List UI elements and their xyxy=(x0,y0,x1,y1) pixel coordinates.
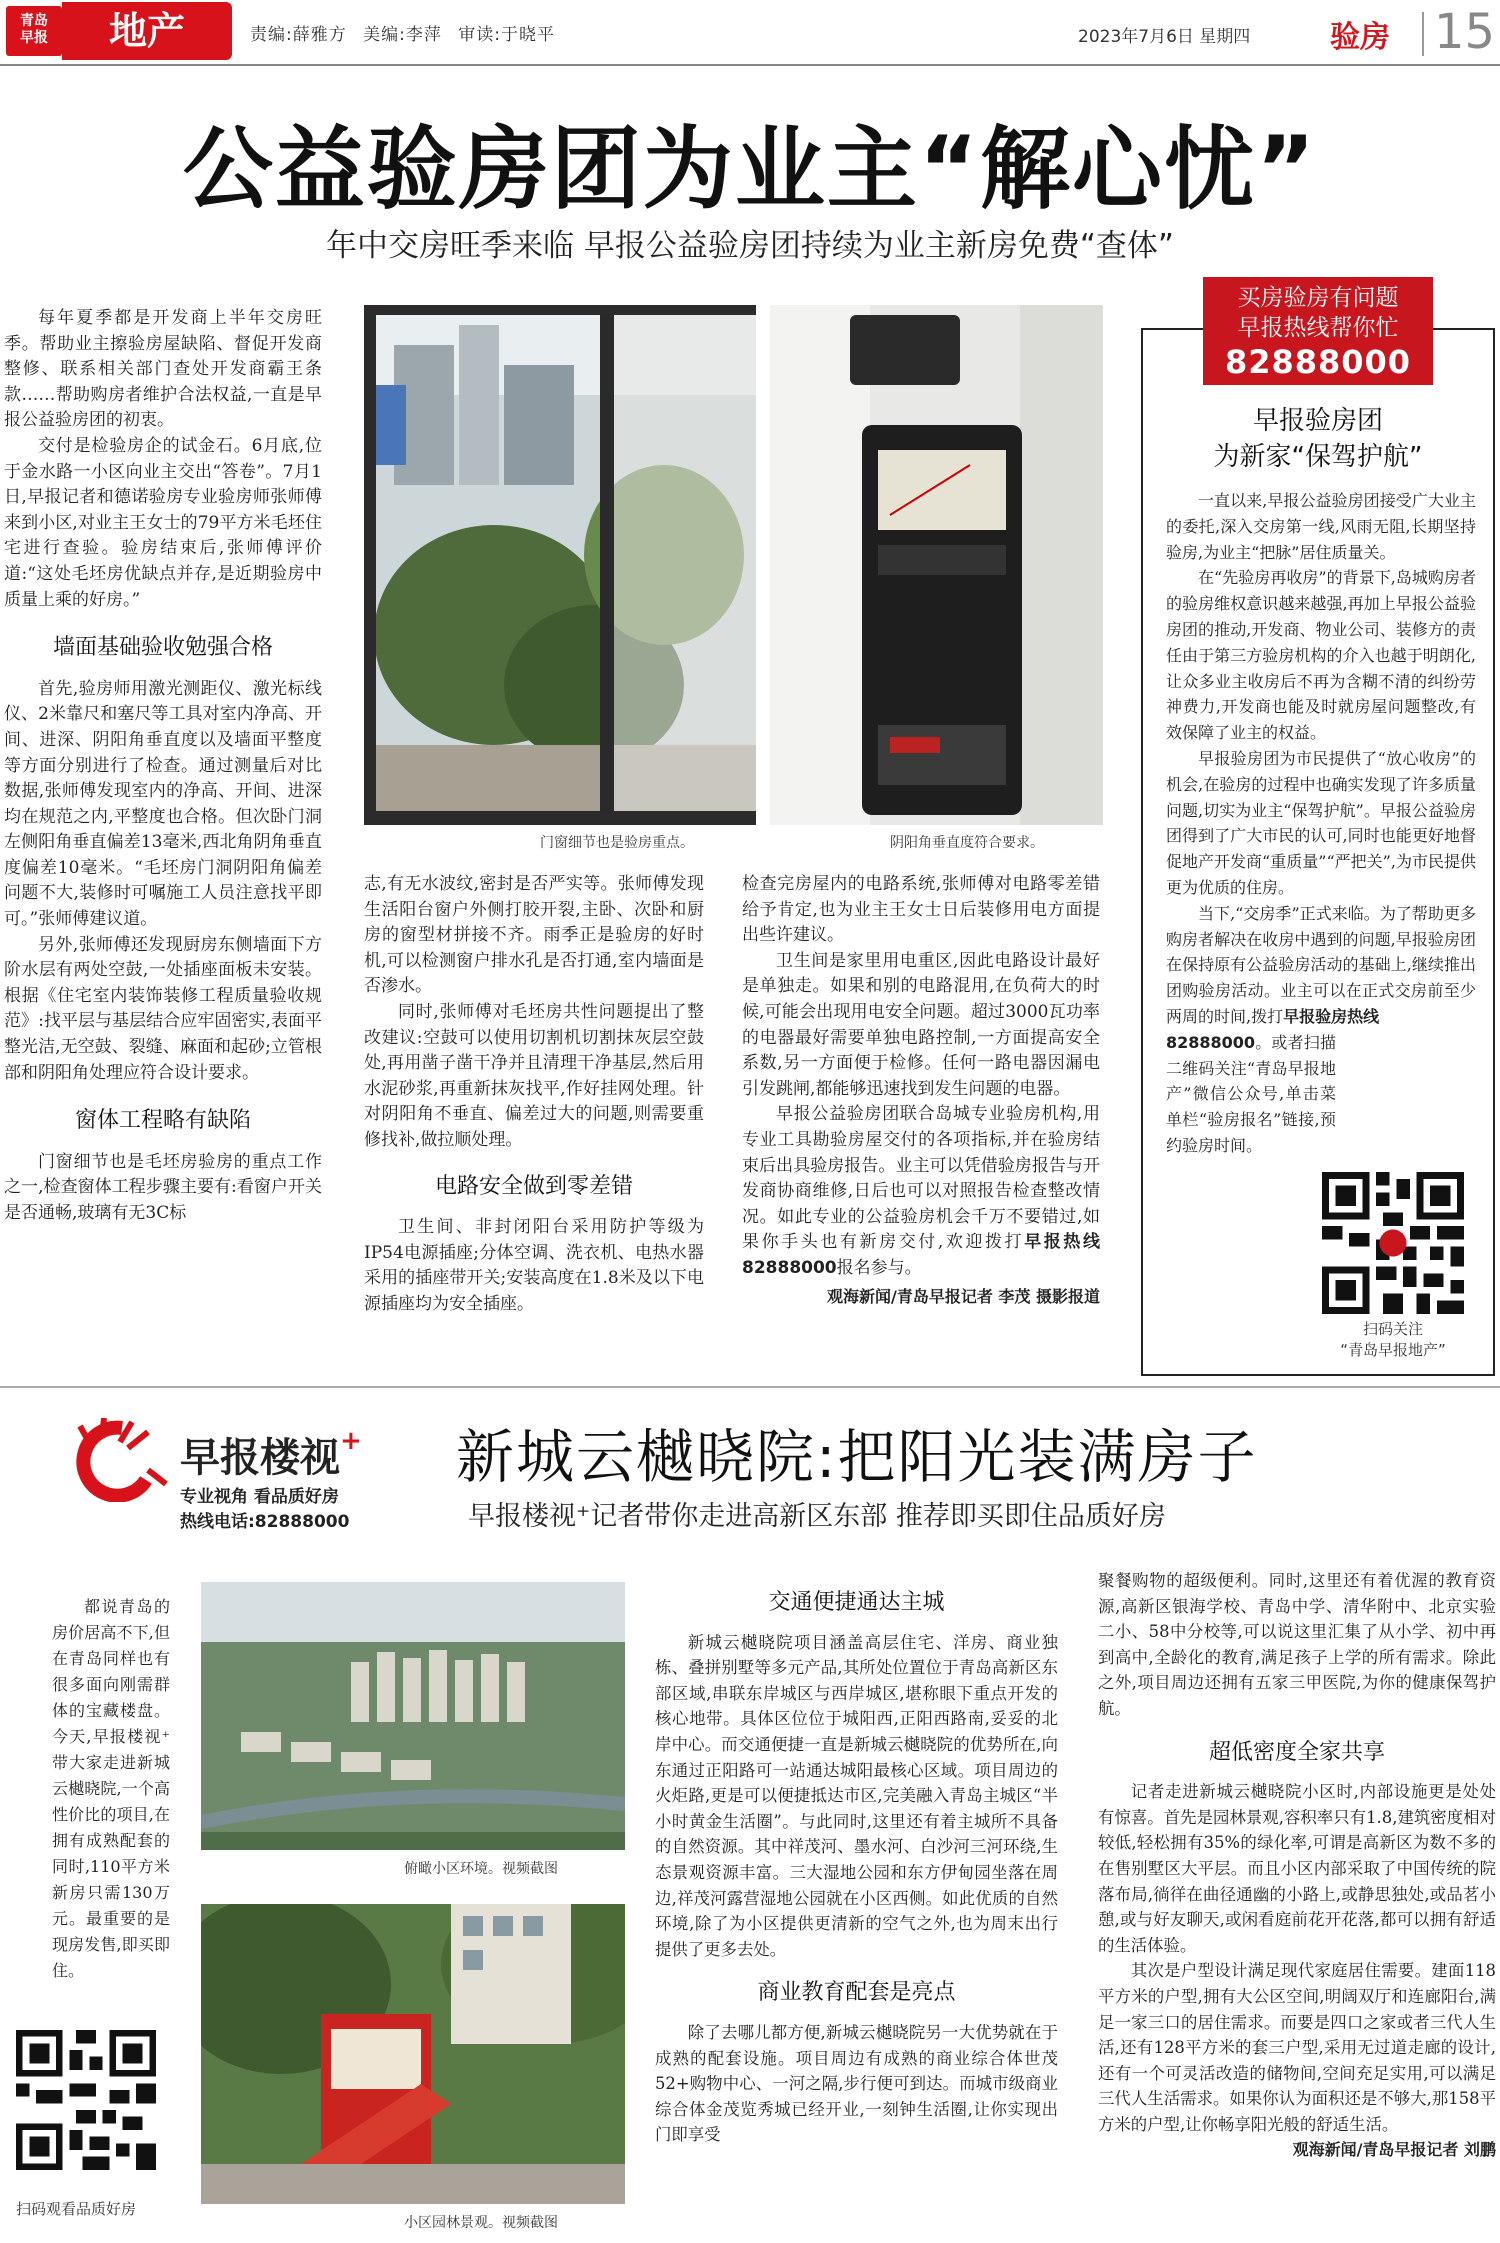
paragraph: 都说青岛的房价居高不下,但在青岛同样也有很多面向刚需群体的宝藏楼盘。今天,早报楼视⁺带大家走进新城云樾晓院,一个高性价比的项目,在拥有成熟配套的同时,110平方米新房只需130万元。最重要的是现房发售,即买即住。 xyxy=(52,1597,170,1980)
section-heading: 电路安全做到零差错 xyxy=(434,1173,633,1199)
subheadline: 年中交房旺季来临 早报公益验房团持续为业主新房免费“查体” xyxy=(326,228,1174,264)
paragraph: 其次是户型设计满足现代家庭居住需要。建面118平方米的户型,拥有大公区空间,明阔双厅和连廊阳台,满足一家三口的居住需求。而要是四口之家或者三代人生活,还有128平方米的套三户型,采用无过道走廊的设计,还有一个可灵活改造的储物间,空间充足实用,可以满足三代人生活需求。如果你认为面积还是不够大,那158平方米的户型,让你畅享阳光般的舒适生活。 xyxy=(1098,1961,1496,2134)
qr-caption-line: “青岛早报地产” xyxy=(1340,1341,1446,1359)
newspaper-logo: 青岛 早报 xyxy=(6,6,62,56)
article2-column-2 xyxy=(655,1590,1058,2240)
paragraph: 每年夏季都是开发商上半年交房旺季。帮助业主擦验房屋缺陷、督促开发商整修、联系相关部门查处开发商霸王条款……帮助购房者维护合法权益,一直是早报公益验房团的初衷。 xyxy=(4,308,322,431)
editor-credit: 美编:李萍 xyxy=(363,25,442,45)
section-title: 地产 xyxy=(62,2,232,60)
photo-level-meter xyxy=(770,305,1103,825)
photo-caption: 门窗细节也是验房重点。 xyxy=(540,835,694,851)
brand-tagline: 专业视角 看品质好房 xyxy=(180,1487,339,1507)
article2-intro xyxy=(52,1594,170,1994)
banner-line: 买房验房有问题 xyxy=(1237,285,1399,311)
section-heading: 交通便捷通达主城 xyxy=(768,1590,945,1615)
hotline-number: 82888000 xyxy=(742,1257,837,1278)
headline-2: 新城云樾晓院:把阳光装满房子 xyxy=(456,1423,1258,1491)
issue-date: 2023年7月6日 星期四 xyxy=(1078,27,1251,47)
brand-plus: + xyxy=(340,1426,362,1456)
header-rule xyxy=(0,64,1500,66)
article2-column-3 xyxy=(1098,1568,1496,2240)
paragraph: 检查完房屋内的电路系统,张师傅对电路零差错给予肯定,也为业主王女士日后装修用电方面提出些许建议。 xyxy=(742,874,1100,946)
paragraph: 新城云樾晓院项目涵盖高层住宅、洋房、商业独栋、叠拼别墅等多元产品,其所处位置位于青岛高新区东部区域,串联东岸城区与西岸城区,堪称眼下重点开发的核心地带。具体区位位于城阳西,正阳西路南,妥妥的北岸中心。而交通便捷一直是新城云樾晓院的优势所在,向东通过正阳路可一站通达城阳最核心区域。项目周边的火炬路,更是可以便捷抵达市区,完美融入青岛主城区“半小时黄金生活圈”。与此同时,这里还有着主城所不具备的自然资源。其中祥茂河、墨水河、白沙河三河环绕,生态景观资源丰富。三大湿地公园和东方伊甸园坐落在周边,祥茂河露营湿地公园就在小区西侧。如此优质的自然环境,除了为小区提供更清新的空气之外,也为周末出行提供了更多去处。 xyxy=(655,1632,1058,1959)
photo-window xyxy=(364,305,756,825)
paragraph: 卫生间是家里用电重区,因此电路设计最好是单独走。如果和别的电路混用,在负荷大的时候,可能会出现用电安全问题。超过3000瓦功率的电器最好需要单独电路控制,一方面提高安全系数,另一方面便于检修。任何一路电器因漏电引发跳闸,都能够迅速找到发生问题的电器。 xyxy=(742,950,1100,1099)
paragraph-text: 早报公益验房团联合岛城专业验房机构,用专业工具勘验房屋交付的各项指标,并在验房结束后出具验房报告。业主可以凭借验房报告与开发商协商维修,日后也可以对照报告检查整改情况。如此专业的公益验房机会千万不要错过,如果你手头也有新房交付,欢迎拨打 xyxy=(742,1104,1100,1253)
banner-number: 82888000 xyxy=(1224,343,1412,381)
paragraph: 同时,张师傅对毛坯房共性问题提出了整改建议:空鼓可以使用切割机切割抹灰层空鼓处,再用凿子凿干净并且清理干净基层,然后用水泥砂浆,再重新抹灰找平,作好挂网处理。针对阴阳角不垂直、偏差过大的问题,则需要重修找补,做拉顺处理。 xyxy=(364,1001,704,1150)
qr-caption-line: 扫码关注 xyxy=(1362,1320,1423,1338)
editor-credits xyxy=(250,20,565,45)
brand-logo-icon xyxy=(62,1418,172,1502)
hotline-word: 早报热线 xyxy=(1024,1232,1100,1253)
paragraph: 另外,张师傅还发现厨房东侧墙面下方阶水层有两处空鼓,一处插座面板未安装。根据《住宅室内装饰装修工程质量验收规范》:找平层与基层结合应牢固密实,表面平整光洁,无空鼓、裂缝、麻面和起砂;立管根部和阴阳角处理应符合设计要求。 xyxy=(4,934,322,1083)
paragraph xyxy=(1166,901,1476,1030)
article1-column-2 xyxy=(364,872,704,1372)
paragraph: 卫生间、非封闭阳台采用防护等级为IP54电源插座;分体空调、洗衣机、电热水器采用的插座带开关;安装高度在1.8米及以下电源插座均为安全插座。 xyxy=(364,1217,704,1314)
photo-caption: 阴阳角垂直度符合要求。 xyxy=(890,835,1044,851)
qr-code-icon[interactable] xyxy=(1322,1172,1464,1314)
brand-name-text: 早报楼视 xyxy=(180,1435,340,1481)
qr-caption: 扫码观看品质好房 xyxy=(16,2200,137,2218)
section-heading: 墙面基础验收勉强合格 xyxy=(52,635,273,661)
banner-line: 早报热线帮你忙 xyxy=(1237,315,1399,341)
section-heading: 超低密度全家共享 xyxy=(1208,1739,1385,1765)
subheadline-2: 早报楼视⁺记者带你走进高新区东部 推荐即买即住品质好房 xyxy=(468,1501,1166,1532)
hotline-number: 82888000 xyxy=(1166,1032,1256,1052)
hotline-bold: 早报验房热线 xyxy=(1283,1006,1380,1026)
paragraph: 早报验房团为市民提供了“放心收房”的机会,在验房的过程中也确实发现了许多质量问题,切实为业主“保驾护航”。早报公益验房团得到了广大市民的认可,同时也能更好地督促地产开发商“重质量”“严把关”,为市民提供更为优质的住房。 xyxy=(1166,748,1476,897)
paragraph: 志,有无水波纹,密封是否严实等。张师傅发现生活阳台窗户外侧打胶开裂,主卧、次卧和厨房的窗型材拼接不齐。雨季正是验房的好时机,可以检测窗户排水孔是否打通,室内墙面是否渗水。 xyxy=(364,874,704,997)
qr-caption xyxy=(1333,1318,1453,1360)
brand-name xyxy=(180,1426,362,1483)
byline: 观海新闻/青岛早报记者 刘鹏 xyxy=(1292,2140,1496,2160)
paragraph: 首先,验房师用激光测距仪、激光标线仪、2米靠尺和塞尺等工具对室内净高、开间、进深、阴阳角垂直度以及墙面平整度等方面分别进行了检查。通过测量后对比数据,张师傅发现室内的净高、开间、进深均在规范之内,平整度也合格。但次卧门洞左侧阳角垂直偏差13毫米,西北角阴角垂直度偏差10毫米。“毛坯房门洞阴阳角偏差问题不大,装修时可嘱施工人员注意找平即可。”张师傅建议道。 xyxy=(4,678,322,930)
photo-garden-landscape xyxy=(201,1904,625,2204)
sidebar-title-line: 早报验房团 xyxy=(1252,406,1383,436)
sidebar-title xyxy=(1160,403,1476,475)
paragraph-text: 。或者扫描二维码关注“青岛早报地产”微信公众号,单击菜单栏“验房报名”链接,预约验房时间。 xyxy=(1166,1032,1336,1155)
photo-aerial-view xyxy=(201,1582,625,1850)
paragraph-text: 当下,“交房季”正式来临。为了帮助更多购房者解决在收房中遇到的问题,早报验房团在保持原有公益验房活动的基础上,继续推出团购验房活动。业主可以在正式交房前至少两周的时间,拨打 xyxy=(1166,903,1476,1026)
paragraph: 一直以来,早报公益验房团接受广大业主的委托,深入交房第一线,风雨无阻,长期坚持验房,为业主“把脉”居住质量关。 xyxy=(1166,491,1476,562)
brand-hotline: 热线电话:82888000 xyxy=(180,1512,350,1532)
page-divider xyxy=(1422,12,1424,56)
sidebar-title-line: 为新家“保驾护航” xyxy=(1213,442,1423,472)
section-heading: 商业教育配套是亮点 xyxy=(757,1980,956,2006)
paragraph: 交付是检验房企的试金石。6月底,位于金水路一小区向业主交出“答卷”。7月1日,早报记者和德诺验房专业验房师张师傅来到小区,对业主王女士的79平方米毛坯住宅进行查验。验房结束后,张师傅评价道:“这处毛坯房优缺点并存,是近期验房中质量上乘的好房。” xyxy=(4,435,322,610)
paragraph: 门窗细节也是毛坯房验房的重点工作之一,检查窗体工程步骤主要有:看窗户开关是否通畅,玻璃有无3C标 xyxy=(4,1151,322,1223)
page-number: 15 xyxy=(1434,4,1496,60)
section-heading: 窗体工程略有缺陷 xyxy=(74,1108,251,1134)
paragraph: 聚餐购物的超级便利。同时,这里还有着优渥的教育资源,高新区银海学校、青岛中学、清华附中、北京实验二小、58中分校等,可以说这里汇集了从小学、初中再到高中,全龄化的教育,满足孩子上学的所有需求。除此之外,项目周边还拥有五家三甲医院,为你的健康保驾护航。 xyxy=(1098,1571,1496,1718)
paragraph: 记者走进新城云樾晓院小区时,内部设施更是处处有惊喜。首先是园林景观,容积率只有1.8,建筑密度相对较低,轻松拥有35%的绿化率,可谓是高新区为数不多的在售别墅区大平层。而且小区内部采取了中国传统的院落布局,徜徉在曲径通幽的小路上,或静思独处,或品茗小憩,或与好友聊天,或闲看庭前花开花落,都可以拥有舒适的生活体验。 xyxy=(1098,1782,1496,1955)
signup-text: 报名参与。 xyxy=(836,1257,922,1278)
photo-caption: 小区园林景观。视频截图 xyxy=(404,2215,558,2231)
article-divider xyxy=(0,1386,1500,1388)
page-label: 验房 xyxy=(1330,20,1390,55)
paragraph xyxy=(742,1102,1100,1281)
article1-column-1 xyxy=(4,306,322,1368)
brand-block xyxy=(62,1410,402,1540)
editor-credit: 责编:薛雅方 xyxy=(250,25,347,45)
qr-code-icon[interactable] xyxy=(16,2030,156,2170)
hotline-banner xyxy=(1203,277,1433,385)
sidebar-tail xyxy=(1166,1030,1336,1159)
photo-caption: 俯瞰小区环境。视频截图 xyxy=(404,1861,558,1877)
paragraph: 在“先验房再收房”的背景下,岛城购房者的验房维权意识越来越强,再加上早报公益验房团的推动,开发商、物业公司、装修方的责任由于第三方验房机构的介入也越于明朗化,让众多业主收房后不再为含糊不清的纠纷劳神费力,开发商也能及时就房屋问题整改,有效保障了业主的权益。 xyxy=(1166,568,1476,743)
article1-column-3 xyxy=(742,872,1100,1372)
editor-credit: 审读:于晓平 xyxy=(458,25,556,45)
byline: 观海新闻/青岛早报记者 李茂 摄影报道 xyxy=(827,1286,1100,1306)
paragraph: 除了去哪儿都方便,新城云樾晓院另一大优势就在于成熟的配套设施。项目周边有成熟的商业综合体世茂52+购物中心、一河之隔,步行便可到达。而城市级商业综合体金茂览秀城已经开业,一刻钟生活圈,让你实现出门即享受 xyxy=(655,2022,1058,2145)
headline: 公益验房团为业主“解心忧” xyxy=(182,117,1318,222)
